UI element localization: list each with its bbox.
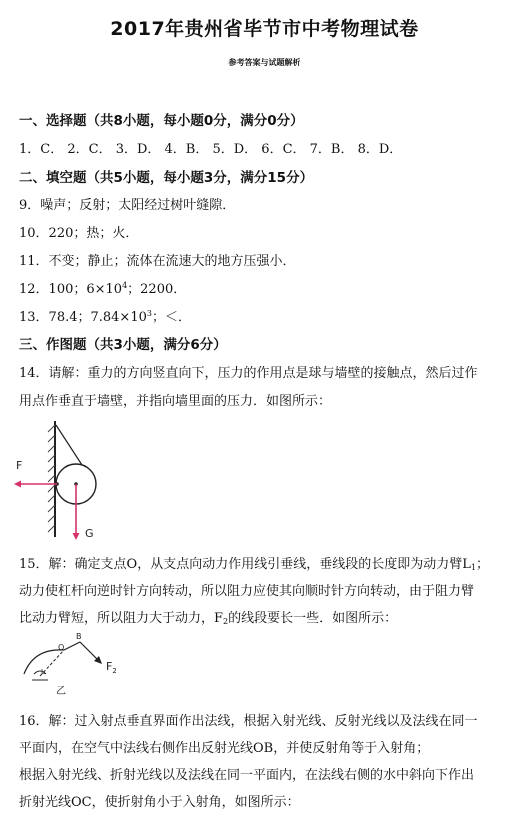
gravity-arrowhead bbox=[73, 533, 80, 540]
q15-l1-part-a: 15．解：确定支点O，从支点向动力作用线引垂线，垂线段的长度即为动力臂L bbox=[19, 557, 471, 572]
rope-line bbox=[56, 425, 82, 465]
section-heading-choice: 一、选择题（共8小题，每小题0分，满分0分） bbox=[19, 113, 304, 129]
lever-bar bbox=[64, 642, 80, 650]
label-f: F bbox=[16, 459, 23, 472]
q16-line-3: 根据入射光线、折射光线以及法线在同一平面内，在法线右侧的水中斜向下作出 bbox=[19, 768, 475, 783]
q15-l3-part-a: 比动力臂短，所以阻力大于动力，F bbox=[19, 611, 224, 626]
answer-q13 bbox=[19, 306, 519, 325]
section-heading-draw: 三、作图题（共3小题，满分6分） bbox=[19, 337, 227, 353]
label-g: G bbox=[85, 527, 94, 540]
answer-q12 bbox=[19, 278, 519, 297]
figure-caption: 乙 bbox=[56, 686, 66, 697]
page-subtitle: 参考答案与试题解析 bbox=[228, 58, 301, 67]
label-b: B bbox=[76, 632, 82, 641]
q15-l3-sub: 2 bbox=[223, 617, 229, 626]
label-o: O bbox=[58, 643, 65, 652]
q15-line-1 bbox=[19, 553, 519, 572]
q16-line-1: 16．解：过入射点垂直界面作出法线，根据入射光线、反射光线以及法线在同一 bbox=[19, 714, 478, 729]
q13-part-a: 13．78.4；7.84×10 bbox=[19, 310, 147, 325]
q12-part-b: ；2200． bbox=[127, 282, 187, 297]
q14-line-2: 用点作垂直于墙壁，并指向墙里面的压力．如图所示： bbox=[19, 394, 332, 409]
figure-14-ball-wall bbox=[12, 415, 112, 545]
q12-part-a: 12．100；6×10 bbox=[19, 282, 123, 297]
figure-15-lever bbox=[14, 630, 134, 698]
answer-q10: 10．220；热；火． bbox=[19, 226, 139, 241]
force-f2-arrow bbox=[80, 642, 98, 660]
q16-line-4: 折射光线OC，使折射角小于入射角，如图所示： bbox=[19, 795, 300, 810]
section-heading-fill: 二、填空题（共5小题，每小题3分，满分15分） bbox=[19, 170, 314, 186]
q16-line-2: 平面内，在空气中法线右侧作出反射光线OB，并使反射角等于入射角； bbox=[19, 741, 430, 756]
q15-l1-part-b: ； bbox=[475, 557, 489, 572]
q15-l1-sub: 1 bbox=[470, 563, 476, 572]
label-l: L bbox=[41, 668, 45, 676]
q15-l3-part-b: 的线段要长一些．如图所示： bbox=[228, 611, 398, 626]
q13-part-b: ；＜． bbox=[151, 310, 191, 325]
q13-exponent: 3 bbox=[146, 309, 152, 318]
answer-q11: 11．不变；静止；流体在流速大的地方压强小． bbox=[19, 254, 296, 269]
wall-hatching bbox=[48, 425, 55, 532]
q15-line-2: 动力使杠杆向逆时针方向转动，所以阻力应使其向顺时针方向转动，由于阻力臂 bbox=[19, 584, 475, 599]
pressure-force-arrowhead bbox=[14, 481, 21, 488]
q12-exponent: 4 bbox=[122, 281, 128, 290]
choice-answers: 1．C． 2．C． 3．D． 4．B． 5．D． 6．C． 7．B． 8．D． bbox=[19, 142, 403, 157]
q15-line-3 bbox=[19, 607, 519, 626]
q14-line-1: 14．请解：重力的方向竖直向下，压力的作用点是球与墙壁的接触点，然后过作 bbox=[19, 366, 478, 381]
label-f2: $F_2$ bbox=[106, 660, 117, 675]
page-title: 2017年贵州省毕节市中考物理试卷 bbox=[110, 18, 419, 40]
answer-q9: 9．噪声；反射；太阳经过树叶缝隙． bbox=[19, 198, 236, 213]
